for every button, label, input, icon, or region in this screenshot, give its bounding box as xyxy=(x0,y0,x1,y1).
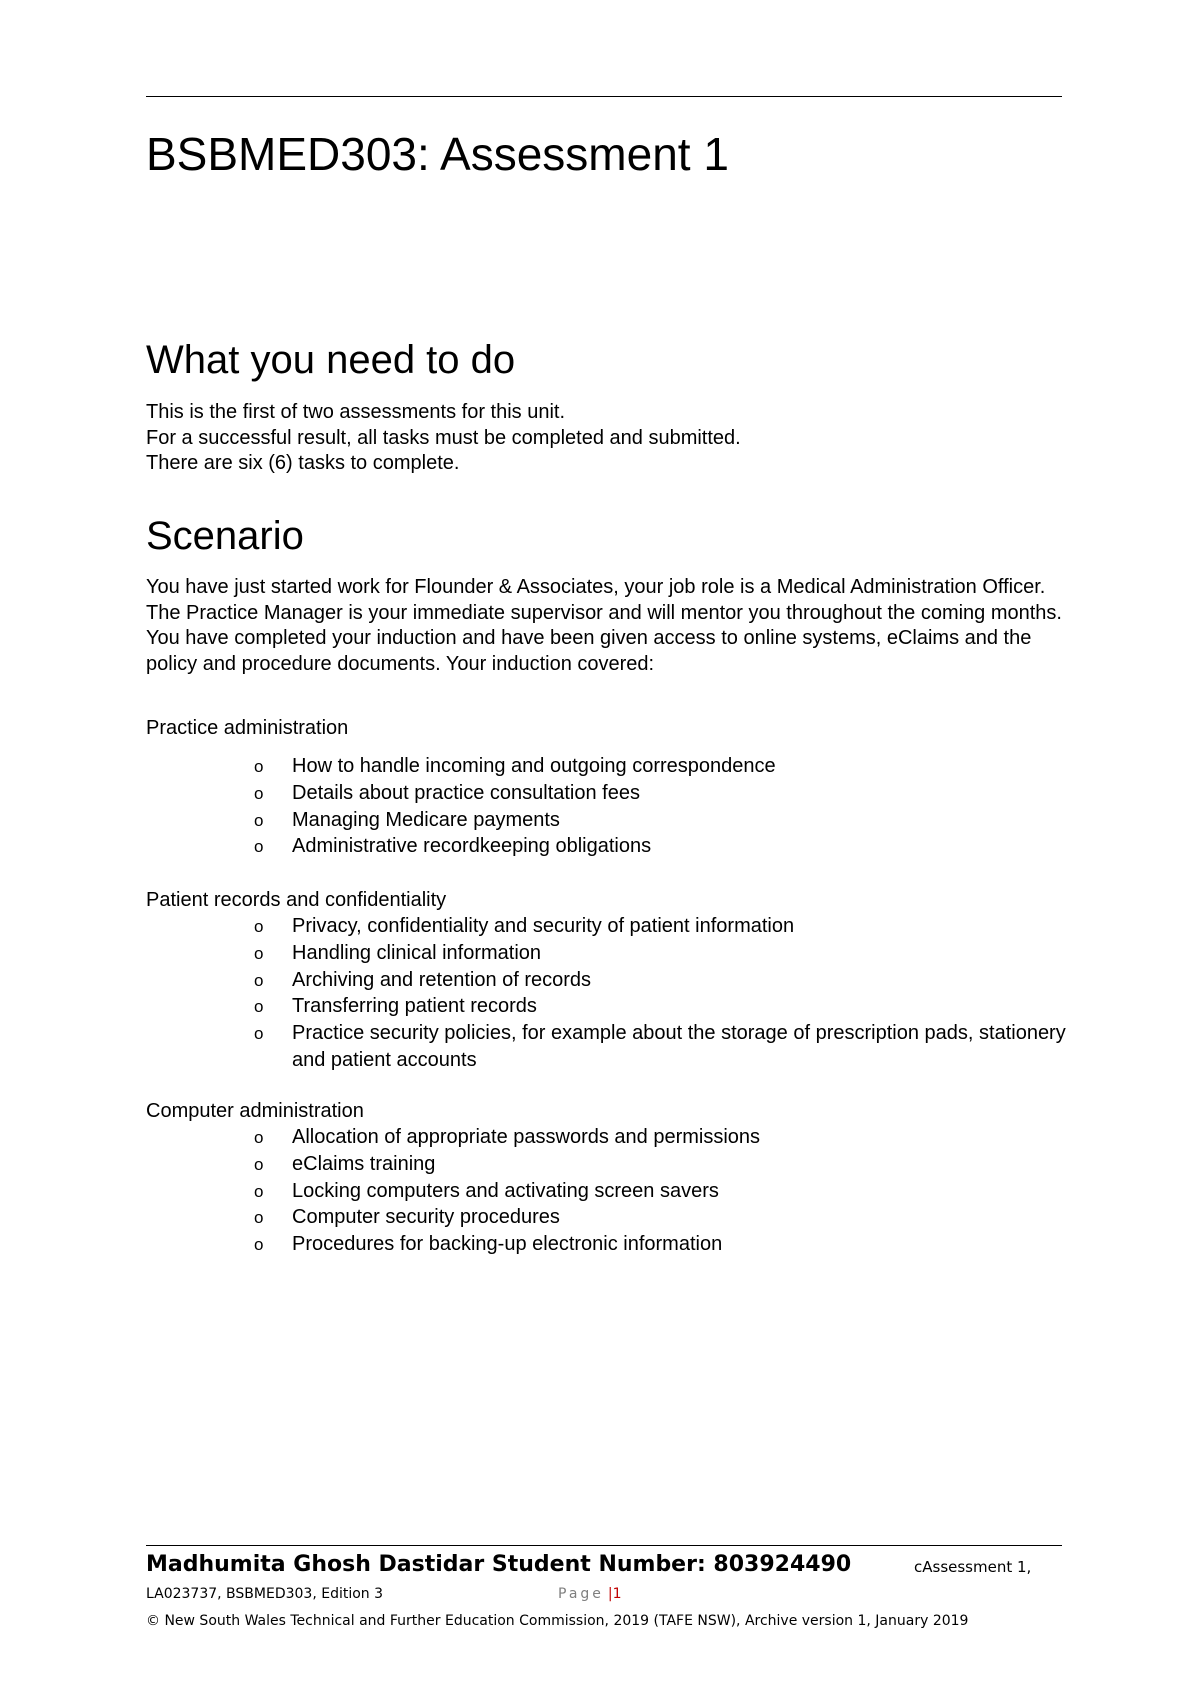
list-item: o Practice security policies, for example about the storage of prescription pads, stationery and patient accounts xyxy=(254,1022,1066,1071)
what-you-need-text xyxy=(146,400,1066,477)
section-label-practice-administration: Practice administration xyxy=(146,717,349,739)
list-item: o Allocation of appropriate passwords and permissions xyxy=(254,1124,1074,1151)
circle-bullet-icon: o xyxy=(254,943,264,963)
circle-bullet-icon: o xyxy=(254,783,264,803)
instruction-line: For a successful result, all tasks must be completed and submitted. xyxy=(146,426,741,449)
instruction-line: This is the first of two assessments for this unit. xyxy=(146,401,566,423)
section-label-patient-records: Patient records and confidentiality xyxy=(146,889,447,911)
list-item: o Handling clinical information xyxy=(254,940,1074,967)
document-code: LA023737, BSBMED303, Edition 3 xyxy=(146,1586,384,1602)
circle-bullet-icon: o xyxy=(254,757,264,776)
circle-bullet-icon: o xyxy=(254,810,264,830)
assessment-label: cAssessment 1, xyxy=(914,1558,1032,1576)
circle-bullet-icon: o xyxy=(254,1235,264,1255)
circle-bullet-icon: o xyxy=(254,1128,264,1147)
computer-administration-list xyxy=(254,1124,1074,1258)
page-separator: | xyxy=(607,1586,613,1602)
instruction-line: There are six (6) tasks to complete. xyxy=(146,452,460,474)
page-label: Page xyxy=(558,1586,604,1602)
copyright-notice: © New South Wales Technical and Further Education Commission, 2019 (TAFE NSW), Archive version 1, January 2019 xyxy=(146,1613,969,1629)
list-item: o Computer security procedures xyxy=(254,1204,1074,1231)
header-rule xyxy=(146,96,1062,97)
list-item: o Archiving and retention of records xyxy=(254,967,1074,994)
circle-bullet-icon: o xyxy=(254,1181,264,1201)
list-item: o Administrative recordkeeping obligations xyxy=(254,833,1074,860)
scenario-intro xyxy=(146,575,1066,677)
list-item: o Privacy, confidentiality and security of patient information xyxy=(254,913,1074,940)
patient-records-list xyxy=(254,913,1074,1074)
circle-bullet-icon: o xyxy=(254,1208,264,1228)
circle-bullet-icon: o xyxy=(254,1024,264,1044)
scenario-heading: Scenario xyxy=(146,514,304,558)
section-label-computer-administration: Computer administration xyxy=(146,1100,364,1122)
scenario-intro-text: You have just started work for Flounder & Associates, your job role is a Medical Administration Officer. The Practice Manager is your immediate supervisor and will mentor you throughout the coming months. You have completed your induction and have been given access to online systems, eClaims and the policy and procedure documents. Your induction covered: xyxy=(146,576,1062,675)
practice-administration-list xyxy=(254,753,1074,860)
page-indicator xyxy=(558,1584,622,1604)
list-item: o How to handle incoming and outgoing correspondence xyxy=(254,753,1074,780)
what-you-need-heading: What you need to do xyxy=(146,338,516,382)
list-item: o Transferring patient records xyxy=(254,993,1074,1020)
circle-bullet-icon: o xyxy=(254,997,264,1017)
list-item: o Procedures for backing-up electronic information xyxy=(254,1231,1074,1258)
circle-bullet-icon: o xyxy=(254,970,264,990)
student-info: Madhumita Ghosh Dastidar Student Number: 803924490 xyxy=(146,1552,852,1577)
circle-bullet-icon: o xyxy=(254,917,264,936)
list-item: o Locking computers and activating screen savers xyxy=(254,1178,1074,1205)
circle-bullet-icon: o xyxy=(254,1154,264,1174)
page-number: 1 xyxy=(612,1586,622,1602)
document-title: BSBMED303: Assessment 1 xyxy=(146,128,729,180)
list-item: o eClaims training xyxy=(254,1151,1074,1178)
list-item: o Managing Medicare payments xyxy=(254,807,1074,834)
list-item: o Details about practice consultation fees xyxy=(254,780,1074,807)
circle-bullet-icon: o xyxy=(254,837,264,857)
footer-rule xyxy=(146,1545,1062,1546)
